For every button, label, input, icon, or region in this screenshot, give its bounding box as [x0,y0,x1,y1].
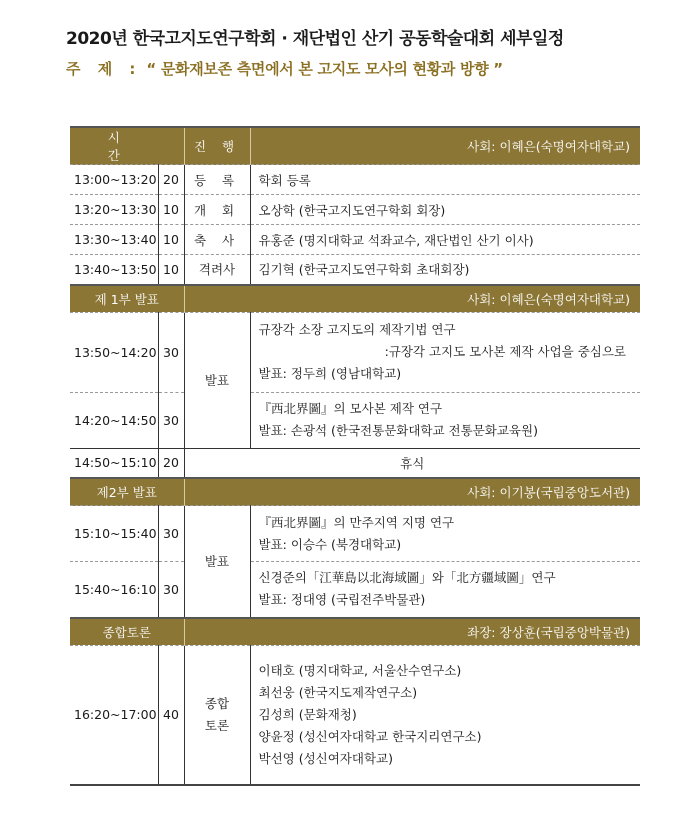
row-duration: 10 [158,195,184,225]
col-prog-header: 진 행 [184,127,250,165]
panelist: 김성희 (문화재청) [258,706,357,722]
theme-text: “ 문화재보존 측면에서 본 고지도 모사의 현황과 방향 ” [146,60,503,78]
table-row [70,392,640,448]
row-program: 발표 [184,506,250,618]
row-time: 13:20~13:30 [70,195,158,225]
row-duration: 10 [158,225,184,255]
row-detail: 오상학 (한국고지도연구학회 회장) [250,195,640,225]
row-program: 축 사 [184,225,250,255]
panelist: 최선웅 (한국지도제작연구소) [258,684,418,700]
row-program: 격려사 [184,255,250,285]
schedule-table [70,126,640,786]
table-row [70,506,640,562]
discussion-chair: 좌장: 장상훈(국립중앙박물관) [184,618,640,646]
theme-line [66,58,503,79]
row-duration: 30 [158,506,184,562]
row-detail: 학회 등록 [250,165,640,195]
panelist: 이태호 (명지대학교, 서울산수연구소) [258,662,462,678]
row-detail: 김기혁 (한국고지도연구학회 초대회장) [250,255,640,285]
page-title: 2020년 한국고지도연구학회 · 재단법인 산기 공동학술대회 세부일정 [66,29,564,49]
row-time: 13:50~14:20 [70,312,158,392]
row-time: 15:40~16:10 [70,562,158,618]
row-time: 16:20~17:00 [70,645,158,785]
row-program: 개 회 [184,195,250,225]
talk-presenter: 발표: 정대영 (국립전주박물관) [258,592,426,608]
talk-presenter: 발표: 이승수 (북경대학교) [258,536,402,552]
row-duration: 20 [158,165,184,195]
panelist: 박선영 (성신여자대학교) [258,750,393,766]
talk-subtitle: :규장각 고지도 모사본 제작 사업을 중심으로 [384,344,626,359]
row-duration: 30 [158,562,184,618]
session2-moderator: 사회: 이기봉(국립중앙도서관) [184,478,640,506]
row-duration: 40 [158,645,184,785]
session1-title: 제 1부 발표 [70,285,184,313]
panelist: 양윤정 (성신여자대학교 한국지리연구소) [258,728,482,744]
opening-header-row [70,127,640,165]
talk-presenter: 발표: 정두희 (영남대학교) [258,366,402,381]
session2-title: 제2부 발표 [70,478,184,506]
break-label: 휴식 [184,448,640,478]
table-row [70,255,640,285]
table-row [70,645,640,785]
theme-label: 주 제 : [66,60,142,78]
talk-title: 『西北界圖』의 만주지역 지명 연구 [258,514,455,530]
row-time: 14:50~15:10 [70,448,158,478]
row-program: 발표 [184,312,250,448]
row-detail [250,506,640,562]
row-detail [250,312,640,392]
table-row [70,562,640,618]
row-program: 등 록 [184,165,250,195]
row-time: 13:40~13:50 [70,255,158,285]
table-row [70,225,640,255]
talk-title: 『西北界圖』의 모사본 제작 연구 [258,401,443,416]
row-time: 15:10~15:40 [70,506,158,562]
session2-header-row [70,478,640,506]
row-detail: 유홍준 (명지대학교 석좌교수, 재단법인 산기 이사) [250,225,640,255]
row-duration: 20 [158,448,184,478]
row-program [184,645,250,785]
row-detail [250,562,640,618]
discussion-title: 종합토론 [70,618,184,646]
session1-header-row [70,285,640,313]
discussion-header-row [70,618,640,646]
row-time: 14:20~14:50 [70,392,158,448]
col-time-header: 시 간 [70,127,184,165]
break-row [70,448,640,478]
table-row [70,312,640,392]
talk-title: 신경준의「江華島以北海域圖」와「北方疆域圖」연구 [258,570,556,586]
talk-title: 규장각 소장 고지도의 제작기법 연구 [258,322,456,337]
row-time: 13:30~13:40 [70,225,158,255]
row-time: 13:00~13:20 [70,165,158,195]
table-row [70,195,640,225]
opening-moderator: 사회: 이혜은(숙명여자대학교) [250,127,640,165]
program-line: 종합 [204,695,230,711]
row-duration: 10 [158,255,184,285]
table-row [70,165,640,195]
row-duration: 30 [158,392,184,448]
talk-presenter: 발표: 손광석 (한국전통문화대학교 전통문화교육원) [258,423,538,438]
session1-moderator: 사회: 이혜은(숙명여자대학교) [184,285,640,313]
row-detail [250,392,640,448]
row-duration: 30 [158,312,184,392]
row-detail [250,645,640,785]
program-line: 토론 [204,717,230,733]
